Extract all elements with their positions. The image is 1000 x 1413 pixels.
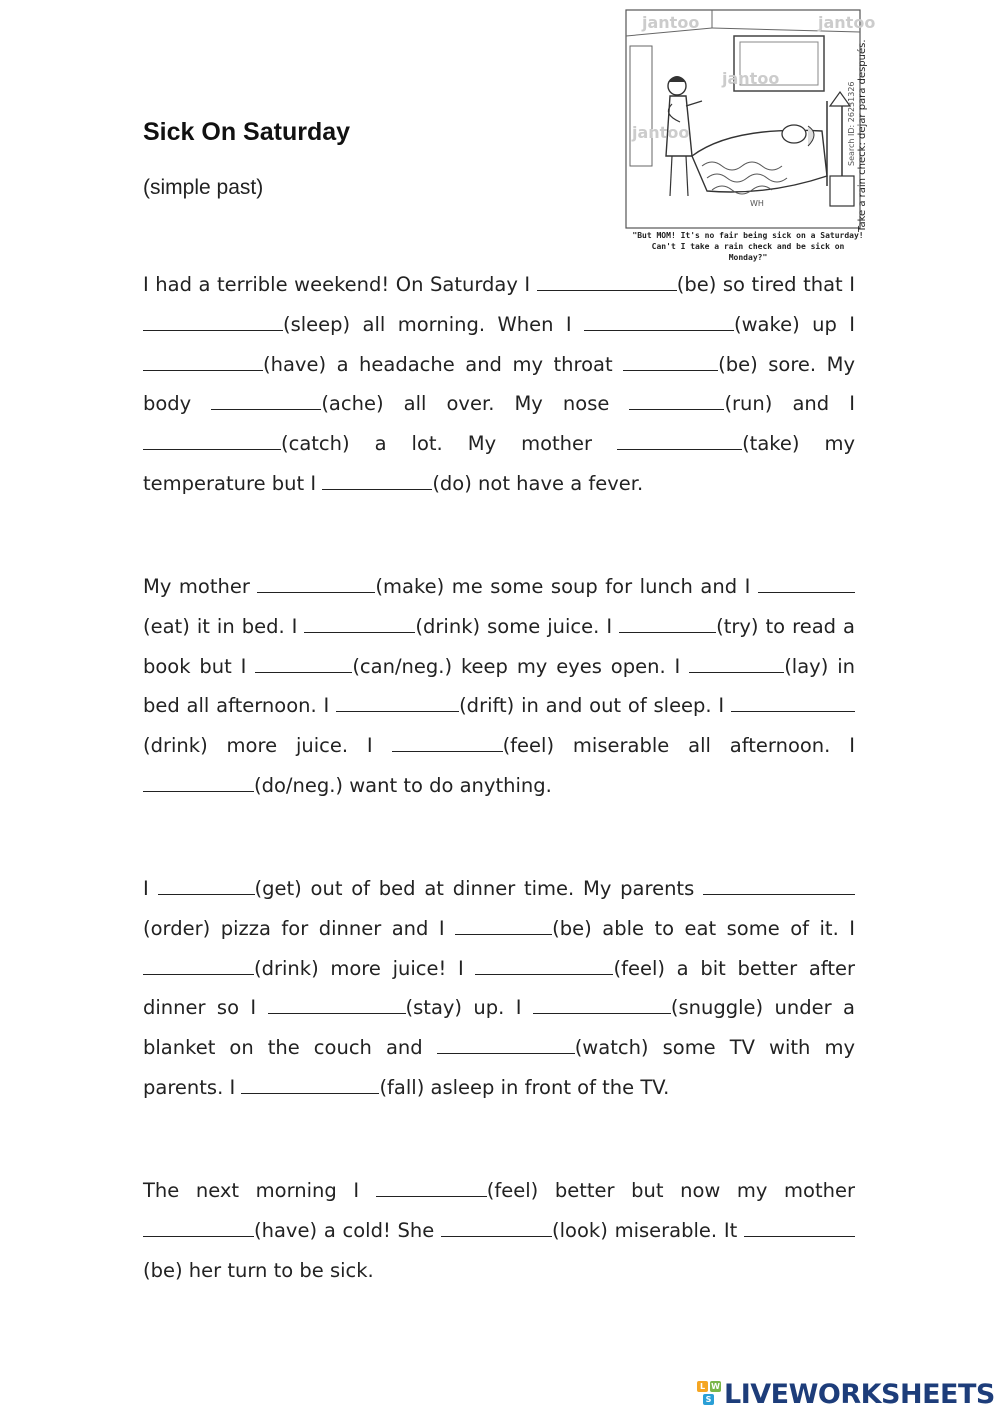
answer-blank[interactable] bbox=[143, 353, 263, 371]
paragraph-2 bbox=[143, 567, 855, 806]
watermark-text: jantoo bbox=[722, 69, 780, 88]
answer-blank[interactable] bbox=[623, 353, 718, 371]
text-segment: (be) able to eat some of it. I bbox=[552, 916, 856, 940]
text-segment: (wake) up I bbox=[734, 312, 855, 336]
answer-blank[interactable] bbox=[268, 996, 406, 1014]
text-segment: (have) a cold! She bbox=[254, 1218, 442, 1242]
watermark-text: jantoo bbox=[642, 13, 700, 32]
answer-blank[interactable] bbox=[731, 694, 855, 712]
text-segment: (snuggle) under a blanket on the couch and bbox=[143, 996, 855, 1060]
text-segment: (look) miserable. It bbox=[552, 1218, 744, 1242]
text-segment: My mother bbox=[143, 575, 258, 598]
artist-signature: WH bbox=[750, 199, 764, 208]
text-segment: (drift) in and out of sleep. I bbox=[459, 694, 731, 718]
text-segment: (be) so tired that I bbox=[676, 273, 855, 296]
text-segment: (do) not have a fever. bbox=[432, 471, 644, 495]
text-segment: (lay) in bed all afternoon. I bbox=[143, 654, 855, 718]
answer-blank[interactable] bbox=[441, 1219, 552, 1237]
text-segment: (fall) asleep in front of the TV. bbox=[379, 1075, 670, 1099]
text-segment: I bbox=[143, 877, 158, 900]
answer-blank[interactable] bbox=[143, 432, 281, 450]
text-segment: (can/neg.) keep my eyes open. I bbox=[352, 654, 690, 678]
text-segment: (order) pizza for dinner and I bbox=[143, 916, 456, 940]
answer-blank[interactable] bbox=[703, 877, 855, 895]
answer-blank[interactable] bbox=[304, 615, 415, 633]
text-segment: (get) out of bed at dinner time. My parents bbox=[254, 877, 704, 900]
answer-blank[interactable] bbox=[143, 957, 254, 975]
answer-blank[interactable] bbox=[158, 877, 255, 895]
answer-blank[interactable] bbox=[241, 1076, 379, 1094]
answer-blank[interactable] bbox=[689, 655, 784, 673]
text-segment: (drink) more juice. I bbox=[143, 734, 392, 758]
answer-blank[interactable] bbox=[455, 917, 552, 935]
cartoon-illustration bbox=[622, 6, 884, 264]
text-segment: (catch) a lot. My mother bbox=[281, 432, 618, 456]
text-segment: (try) to read a book but I bbox=[143, 614, 856, 678]
answer-blank[interactable] bbox=[211, 392, 321, 410]
answer-blank[interactable] bbox=[143, 313, 283, 331]
text-segment: (have) a headache and my throat bbox=[263, 352, 624, 376]
answer-blank[interactable] bbox=[255, 655, 352, 673]
text-segment: (watch) some TV with my parents. I bbox=[143, 1036, 856, 1099]
logo-mark-icon: L W S bbox=[697, 1381, 722, 1407]
text-segment: (be) her turn to be sick. bbox=[143, 1258, 374, 1282]
answer-blank[interactable] bbox=[619, 615, 716, 633]
paragraph-4 bbox=[143, 1171, 855, 1290]
paragraph-3 bbox=[143, 869, 855, 1108]
answer-blank[interactable] bbox=[584, 313, 734, 331]
text-segment: (ache) all over. My nose bbox=[321, 392, 630, 416]
text-segment: (be) sore. My body bbox=[143, 352, 855, 416]
answer-blank[interactable] bbox=[629, 392, 724, 410]
text-segment: (stay) up. I bbox=[405, 996, 533, 1020]
answer-blank[interactable] bbox=[744, 1219, 855, 1237]
answer-blank[interactable] bbox=[392, 734, 503, 752]
answer-blank[interactable] bbox=[376, 1179, 487, 1197]
text-segment: I had a terrible weekend! On Saturday I bbox=[143, 273, 537, 296]
text-segment: (sleep) all morning. When I bbox=[283, 312, 584, 336]
answer-blank[interactable] bbox=[336, 694, 459, 712]
search-id: Search ID: 26231326 bbox=[847, 81, 856, 166]
worksheet-title: Sick On Saturday bbox=[143, 118, 351, 146]
text-segment: (feel) better but now my mother bbox=[486, 1179, 856, 1202]
answer-blank[interactable] bbox=[758, 575, 855, 593]
answer-blank[interactable] bbox=[143, 774, 254, 792]
text-segment: (run) and I bbox=[724, 392, 855, 416]
watermark-text: jantoo bbox=[818, 13, 876, 32]
text-segment: The next morning I bbox=[143, 1179, 376, 1202]
text-segment: (feel) miserable all afternoon. I bbox=[502, 734, 855, 758]
answer-blank[interactable] bbox=[437, 1036, 575, 1054]
answer-blank[interactable] bbox=[322, 472, 432, 490]
answer-blank[interactable] bbox=[537, 273, 677, 291]
text-segment: (drink) some juice. I bbox=[415, 614, 620, 638]
text-segment: (take) my temperature but I bbox=[143, 432, 856, 495]
text-segment: (make) me some soup for lunch and I bbox=[375, 575, 758, 598]
worksheet-subtitle: (simple past) bbox=[143, 176, 264, 199]
answer-blank[interactable] bbox=[143, 1219, 254, 1237]
answer-blank[interactable] bbox=[533, 996, 671, 1014]
text-segment: (feel) a bit better after dinner so I bbox=[143, 956, 855, 1020]
text-segment: (do/neg.) want to do anything. bbox=[254, 773, 552, 797]
vocabulary-note: Take a rain check: dejar para después. bbox=[857, 39, 868, 232]
logo-text: LIVEWORKSHEETS bbox=[724, 1378, 995, 1410]
text-segment: (eat) it in bed. I bbox=[143, 614, 305, 638]
caption-line-1: "But MOM! It's no fair being sick on a Saturday! bbox=[632, 231, 864, 240]
answer-blank[interactable] bbox=[617, 432, 742, 450]
answer-blank[interactable] bbox=[475, 957, 613, 975]
paragraph-1 bbox=[143, 265, 855, 504]
cartoon-caption bbox=[632, 230, 864, 263]
caption-line-2: Can't I take a rain check and be sick on Monday?" bbox=[651, 242, 845, 262]
watermark-text: jantoo bbox=[632, 123, 690, 142]
answer-blank[interactable] bbox=[257, 575, 375, 593]
text-segment: (drink) more juice! I bbox=[254, 956, 476, 980]
liveworksheets-logo[interactable] bbox=[697, 1378, 995, 1410]
